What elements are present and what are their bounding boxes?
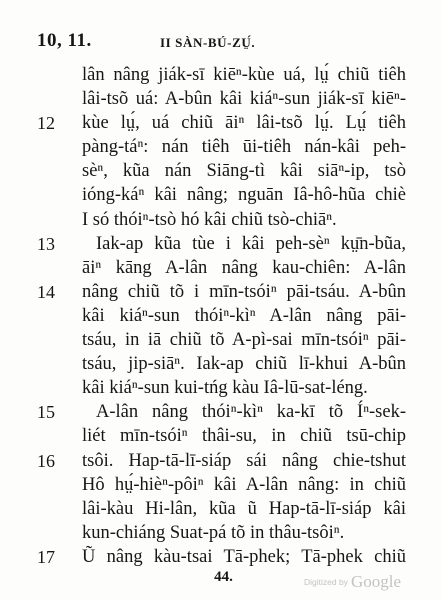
line-text: Iak-ap kũa tùe i kâi peh-sèⁿ kṳ̄n-bũa, — [96, 233, 406, 254]
text-line — [82, 424, 406, 448]
text-line — [37, 400, 406, 424]
text-line — [37, 545, 406, 569]
verse-number: 13 — [37, 233, 55, 254]
line-text: tsôi. Hap-tā-lī-siáp sái nâng chie-tshut — [82, 450, 406, 471]
text-line — [82, 159, 406, 183]
line-text: pàng-táⁿ: nán tiêh ūi-tiêh nán-kâi peh- — [82, 137, 406, 158]
watermark-prefix: Digitized by — [304, 577, 348, 587]
text-line — [37, 280, 406, 304]
line-text: Hô hṳ́-hièⁿ-pôiⁿ kâi A-lân nâng: in chiũ — [82, 474, 406, 495]
line-text: kùe lṳ́, uá chiũ āiⁿ lâi-tsõ lṳ́. Lṳ́ tiêh — [82, 113, 406, 134]
line-text: tsáu, jip-siāⁿ. Iak-ap chiũ lī-khui A-bûn — [82, 354, 406, 375]
line-text: lâi-kàu Hi-lân, kũa ũ Hap-tā-lī-siáp kâi — [82, 498, 406, 519]
text-line — [37, 232, 406, 256]
text-line — [37, 449, 406, 473]
line-text: lân nâng jiák-sī kiēⁿ-kùe uá, lṳ́ chiũ tiêh — [82, 65, 406, 85]
text-line — [82, 352, 406, 376]
google-logo-text: Google — [350, 572, 401, 591]
line-text: kâi kiáⁿ-sun kui-tńg kàu Iâ-lū-sat-léng. — [82, 378, 368, 399]
line-text: sèⁿ, kũa nán Siāng-tì kâi siāⁿ-ip, tsò — [82, 161, 406, 182]
text-line — [82, 328, 406, 352]
text-line — [82, 208, 406, 232]
running-head-chapters: 10, 11. — [37, 30, 92, 51]
verse-number: 15 — [37, 402, 55, 423]
text-line — [82, 304, 406, 328]
verse-number: 14 — [37, 281, 55, 302]
digitized-by-google-watermark — [304, 572, 401, 592]
line-text: A-lân nâng thóiⁿ-kìⁿ ka-kī tõ Íⁿ-sek- — [96, 402, 406, 423]
text-line — [82, 87, 406, 111]
verse-number: 17 — [37, 546, 55, 567]
line-text: nâng chiũ tõ i mīn-tsóiⁿ pāi-tsáu. A-bûn — [82, 281, 406, 302]
line-text: ióng-káⁿ kâi nâng; nguān Iâ-hô-hũa chiè — [82, 185, 406, 206]
text-line — [82, 376, 406, 400]
text-line — [82, 183, 406, 207]
verse-number: 12 — [37, 113, 55, 134]
text-line — [82, 521, 406, 545]
line-text: I só thóiⁿ-tsò hó kâi chiũ tsò-chiāⁿ. — [82, 209, 337, 230]
scripture-text — [37, 63, 406, 569]
text-line — [82, 256, 406, 280]
text-line — [82, 135, 406, 159]
text-line — [82, 497, 406, 521]
running-head-book-title: II SÀN-BÚ-ZṲ́. — [160, 35, 256, 50]
text-line — [37, 111, 406, 135]
text-line — [82, 63, 406, 87]
line-text: liét mīn-tsóiⁿ thâi-su, in chiũ tsū-chip — [82, 426, 406, 447]
line-text: kun-chiáng Suat-pá tõ in thâu-tsôiⁿ. — [82, 522, 345, 543]
line-text: kâi kiáⁿ-sun thóiⁿ-kìⁿ A-lân nâng pāi- — [82, 305, 406, 326]
line-text: āiⁿ kāng A-lân nâng kau-chiên: A-lân — [82, 257, 406, 278]
page-number: 44. — [214, 569, 233, 585]
line-text: tsáu, in iā chiũ tõ A-pì-sai mīn-tsóiⁿ pāi- — [82, 330, 406, 351]
line-text: Ũ nâng kàu-tsai Tā-phek; Tā-phek chiũ — [82, 546, 406, 567]
line-text: lâi-tsõ uá: A-bûn kâi kiáⁿ-sun jiák-sī kiēⁿ- — [82, 89, 406, 110]
verse-number: 16 — [37, 450, 55, 471]
text-line — [82, 473, 406, 497]
